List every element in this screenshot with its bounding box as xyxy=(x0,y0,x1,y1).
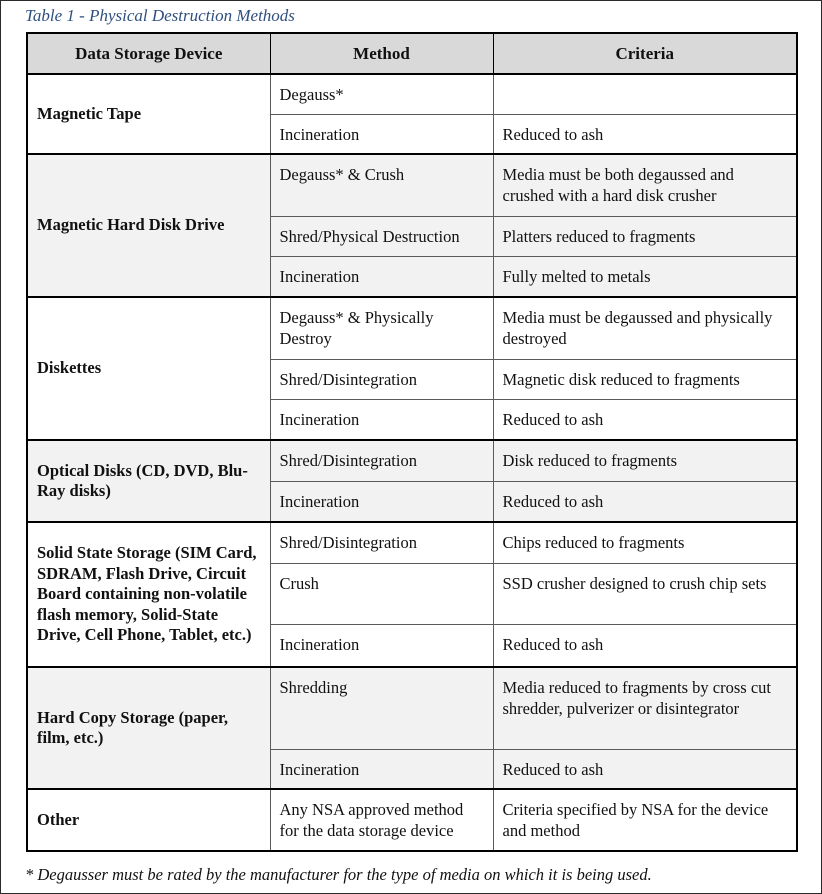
method-cell: Incineration xyxy=(270,256,493,297)
method-cell: Incineration xyxy=(270,114,493,154)
criteria-cell xyxy=(493,74,797,114)
criteria-cell: Fully melted to metals xyxy=(493,256,797,297)
group-optical-disks xyxy=(27,440,797,522)
criteria-cell: Reduced to ash xyxy=(493,749,797,789)
device-cell: Magnetic Tape xyxy=(27,74,270,154)
table-caption: Table 1 - Physical Destruction Methods xyxy=(25,6,295,25)
device-cell: Hard Copy Storage (paper, film, etc.) xyxy=(27,667,270,789)
method-cell: Degauss* & Crush xyxy=(270,154,493,216)
criteria-cell: SSD crusher designed to crush chip sets xyxy=(493,563,797,624)
criteria-cell: Reduced to ash xyxy=(493,624,797,667)
table-row xyxy=(27,440,797,481)
method-cell: Incineration xyxy=(270,399,493,440)
criteria-cell: Disk reduced to fragments xyxy=(493,440,797,481)
group-magnetic-hard-disk-drive xyxy=(27,154,797,297)
criteria-cell: Media must be degaussed and physically destroyed xyxy=(493,297,797,359)
criteria-cell: Reduced to ash xyxy=(493,399,797,440)
method-cell: Shred/Disintegration xyxy=(270,440,493,481)
table-row xyxy=(27,297,797,359)
table-row xyxy=(27,789,797,851)
method-cell: Incineration xyxy=(270,481,493,522)
method-cell: Shred/Physical Destruction xyxy=(270,216,493,256)
header-method: Method xyxy=(270,33,493,74)
method-cell: Incineration xyxy=(270,749,493,789)
method-cell: Shredding xyxy=(270,667,493,749)
destruction-methods-table xyxy=(26,32,798,852)
device-cell: Solid State Storage (SIM Card, SDRAM, Flash Drive, Circuit Board containing non-volatile flash memory, Solid-State Drive, Cell Phone, Tablet, etc.) xyxy=(27,522,270,667)
criteria-cell: Reduced to ash xyxy=(493,481,797,522)
device-cell: Other xyxy=(27,789,270,851)
header-device: Data Storage Device xyxy=(27,33,270,74)
criteria-cell: Platters reduced to fragments xyxy=(493,216,797,256)
footnote: * Degausser must be rated by the manufacturer for the type of media on which it is being used. xyxy=(25,865,652,884)
group-magnetic-tape xyxy=(27,74,797,154)
method-cell: Degauss* & Physically Destroy xyxy=(270,297,493,359)
device-cell: Magnetic Hard Disk Drive xyxy=(27,154,270,297)
method-cell: Shred/Disintegration xyxy=(270,522,493,563)
table-row xyxy=(27,154,797,216)
group-diskettes xyxy=(27,297,797,440)
method-cell: Crush xyxy=(270,563,493,624)
criteria-cell: Media reduced to fragments by cross cut shredder, pulverizer or disintegrator xyxy=(493,667,797,749)
table-row xyxy=(27,667,797,749)
group-solid-state-storage xyxy=(27,522,797,667)
criteria-cell: Chips reduced to fragments xyxy=(493,522,797,563)
device-cell: Diskettes xyxy=(27,297,270,440)
criteria-cell: Magnetic disk reduced to fragments xyxy=(493,359,797,399)
method-cell: Any NSA approved method for the data storage device xyxy=(270,789,493,851)
header-row xyxy=(27,33,797,74)
criteria-cell: Reduced to ash xyxy=(493,114,797,154)
group-hard-copy-storage xyxy=(27,667,797,789)
table-row xyxy=(27,74,797,114)
group-other xyxy=(27,789,797,851)
device-cell: Optical Disks (CD, DVD, Blu-Ray disks) xyxy=(27,440,270,522)
method-cell: Degauss* xyxy=(270,74,493,114)
table-row xyxy=(27,522,797,563)
criteria-cell: Criteria specified by NSA for the device and method xyxy=(493,789,797,851)
header-criteria: Criteria xyxy=(493,33,797,74)
method-cell: Shred/Disintegration xyxy=(270,359,493,399)
method-cell: Incineration xyxy=(270,624,493,667)
criteria-cell: Media must be both degaussed and crushed with a hard disk crusher xyxy=(493,154,797,216)
